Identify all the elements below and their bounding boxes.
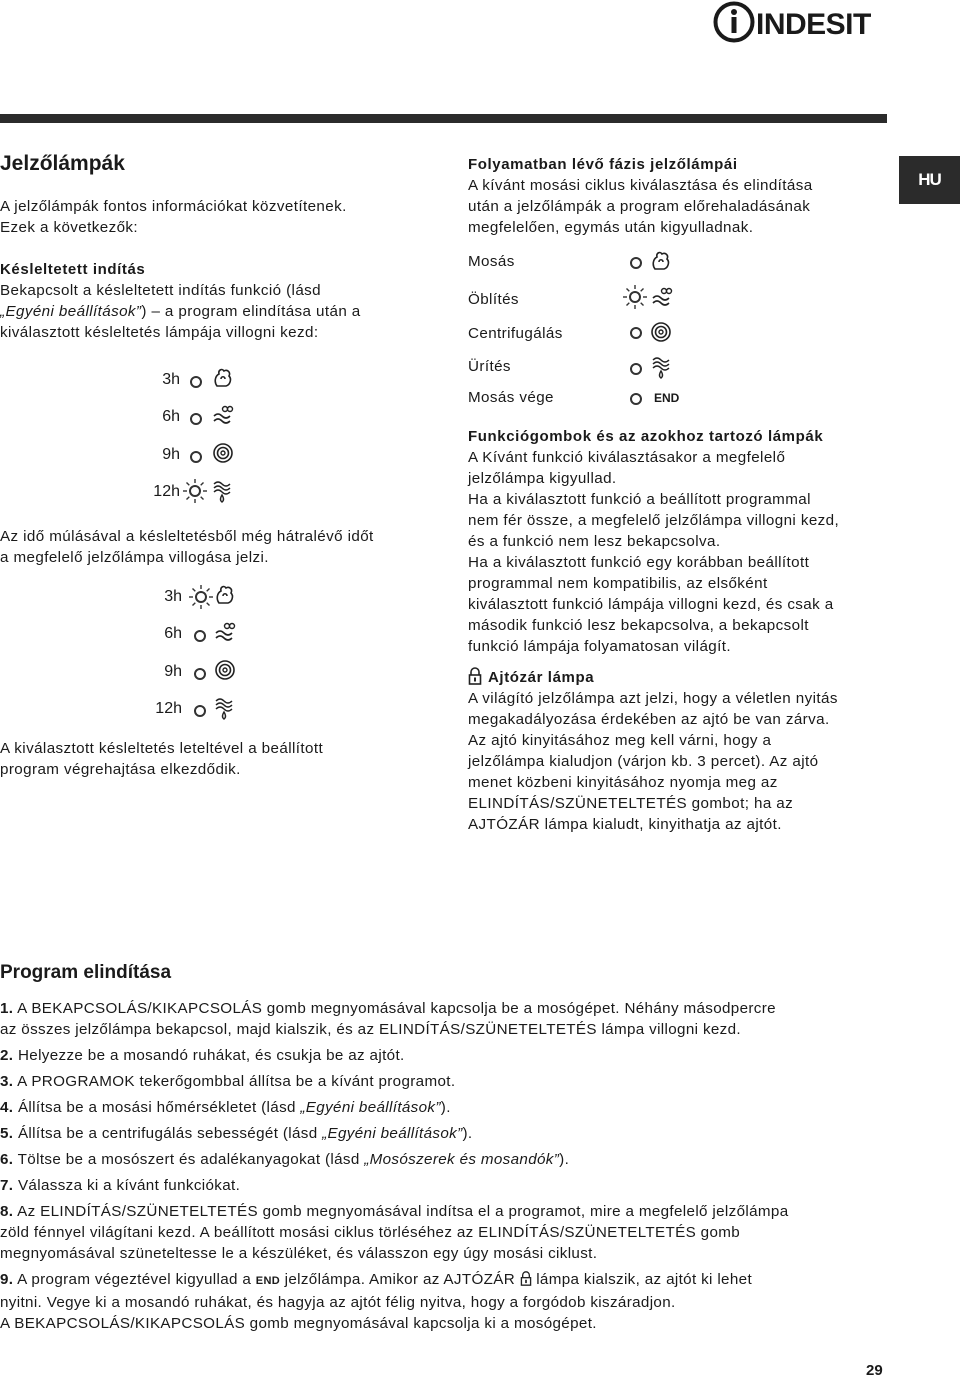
delay-label-12h: 12h (153, 483, 180, 500)
lamp-dot (194, 668, 206, 680)
step-3 (0, 1071, 890, 1092)
phase-label-end: Mosás vége (468, 389, 554, 406)
language-tab: HU (899, 156, 960, 204)
wash-icon (650, 249, 672, 273)
section-title-lamps: Jelzőlámpák (0, 152, 125, 175)
door-line: ELINDÍTÁS/SZÜNETELTETÉS gombot; ha az (468, 795, 794, 812)
func-line: nem fér össze, a megfelelő jelzőlámpa villogni kezd, (468, 512, 840, 529)
step-number: 7. (0, 1177, 14, 1194)
delayed-ref-custom-settings: „Egyéni beállítások” (0, 303, 142, 320)
door-lock-icon (520, 1271, 532, 1286)
step-text: A program végeztével kigyullad a (17, 1271, 256, 1288)
end-indicator: END (255, 1275, 281, 1287)
lamp-dot (630, 363, 642, 375)
door-line: AJTÓZÁR lámpa kialudt, kinyithatja az ajtót. (468, 816, 782, 833)
lamp-dot (190, 376, 202, 388)
step-ref: „Mosószerek és mosandók” (364, 1151, 560, 1168)
step-number: 5. (0, 1125, 14, 1142)
func-line: A Kívánt funkció kiválasztásakor a megfelelő (468, 449, 786, 466)
phase-line-2: után a jelzőlámpák a program előrehaladásának (468, 198, 811, 215)
delay-label-9h: 9h (162, 446, 180, 463)
step-number: 4. (0, 1099, 14, 1116)
phase-lamps-text (468, 175, 898, 238)
door-line: jelzőlámpa kialudjon (várjon kb. 3 percet). Az ajtó (468, 753, 819, 770)
delayed-start-title: Késleltetett indítás (0, 261, 146, 278)
step-number: 2. (0, 1047, 14, 1064)
drain-icon (214, 697, 236, 721)
function-buttons-text (468, 447, 898, 657)
step-2 (0, 1045, 890, 1066)
blinking-lamp-icon (188, 584, 214, 610)
header-rule (0, 114, 887, 123)
step-1 (0, 998, 890, 1040)
program-start-title: Program elindítása (0, 962, 172, 983)
phase-label-wash: Mosás (468, 253, 515, 270)
delay-label-3h: 3h (164, 588, 182, 605)
door-line: megakadályozása érdekében az ajtó be van zárva. (468, 711, 830, 728)
step-9 (0, 1269, 890, 1334)
step-number: 1. (0, 1000, 14, 1017)
step-text: Állítsa be a centrifugálás sebességét (lásd (17, 1125, 323, 1142)
step-text: ). (440, 1099, 451, 1116)
drain-icon (212, 480, 234, 504)
delay-label-3h: 3h (162, 371, 180, 388)
step-text: lámpa kialszik, az ajtót ki lehet (531, 1271, 753, 1288)
door-line: menet közbeni kinyitásához nyomja meg az (468, 774, 778, 791)
delayed-countdown-text (0, 526, 440, 568)
step-text: A BEKAPCSOLÁS/KIKAPCSOLÁS gomb megnyomásával kapcsolja ki a mosógépet. (0, 1315, 597, 1332)
lamp-dot (630, 393, 642, 405)
phase-line-1: A kívánt mosási ciklus kiválasztása és elindítása (468, 177, 813, 194)
delay-diagram-1 (148, 366, 248, 516)
func-line: kiválasztott funkció lámpája villogni kezd, és csak a (468, 596, 834, 613)
lamp-dot (630, 257, 642, 269)
step-4 (0, 1097, 890, 1118)
door-lock-text (468, 688, 898, 835)
lamp-dot (194, 705, 206, 717)
delay-label-9h: 9h (164, 663, 182, 680)
lamp-dot (194, 630, 206, 642)
rinse-icon (214, 621, 236, 643)
program-steps (0, 998, 890, 1334)
delayed-start-text (0, 280, 440, 343)
rinse-icon (212, 404, 234, 426)
end-indicator: END (654, 391, 680, 405)
phase-label-drain: Ürítés (468, 358, 511, 375)
func-line: Ha a kiválasztott funkció egy korábban beállított (468, 554, 810, 571)
delay-label-12h: 12h (155, 700, 182, 717)
brand-circle-icon (712, 0, 756, 44)
spin-icon (212, 442, 234, 464)
delayed-line-3: kiválasztott késleltetés lámpája villogni kezd: (0, 324, 319, 341)
phase-label-spin: Centrifugálás (468, 325, 563, 342)
step-text: ). (559, 1151, 570, 1168)
step-number: 6. (0, 1151, 14, 1168)
delay-diagram-2 (150, 583, 250, 733)
step-5 (0, 1123, 890, 1144)
step-number: 8. (0, 1203, 14, 1220)
step-text: Válassza ki a kívánt funkciókat. (17, 1177, 241, 1194)
step-ref: „Egyéni beállítások” (300, 1099, 441, 1116)
func-line: funkció lámpája folyamatosan világít. (468, 638, 731, 655)
intro-line-2: Ezek a következők: (0, 219, 139, 236)
step-text: jelzőlámpa. Amikor az AJTÓZÁR (280, 1271, 520, 1288)
function-buttons-title: Funkciógombok és az azokhoz tartozó lámpák (468, 428, 824, 445)
step-text: Állítsa be a mosási hőmérsékletet (lásd (17, 1099, 301, 1116)
step-text: Töltse be a mosószert és adalékanyagokat (lásd (17, 1151, 365, 1168)
step-8 (0, 1201, 890, 1264)
step-text: A PROGRAMOK tekerőgombbal állítsa be a kívánt programot. (17, 1073, 456, 1090)
step-text: Az ELINDÍTÁS/SZÜNETELTETÉS gomb megnyomásával indítsa el a programot, mire a megfelelő jelzőlámpa (17, 1203, 789, 1220)
func-line: programmal nem kompatibilis, az elsőként (468, 575, 768, 592)
step-text: Helyezze be a mosandó ruhákat, és csukja be az ajtót. (17, 1047, 405, 1064)
phase-lamps-title: Folyamatban lévő fázis jelzőlámpái (468, 156, 738, 173)
spin-icon (650, 321, 672, 343)
phase-line-3: megfelelően, egymás után kigyulladnak. (468, 219, 754, 236)
delayed-line-2: ) – a program elindítása után a (141, 303, 361, 320)
func-line: jelzőlámpa kigyullad. (468, 470, 617, 487)
step-number: 3. (0, 1073, 14, 1090)
step-text: az összes jelzőlámpa bekapcsol, majd kialszik, és az ELINDÍTÁS/SZÜNETELTETÉS lámpa villogni kezd. (0, 1021, 741, 1038)
lamp-dot (190, 451, 202, 463)
func-line: második funkció lesz bekapcsolva, a bekapcsolt (468, 617, 809, 634)
delayed-end-line-2: program végrehajtása elkezdődik. (0, 761, 241, 778)
phase-label-rinse: Öblítés (468, 291, 519, 308)
intro-line-1: A jelzőlámpák fontos információkat közvetítenek. (0, 198, 347, 215)
blinking-lamp-icon (182, 478, 208, 504)
func-line: Ha a kiválasztott funkció a beállított programmal (468, 491, 811, 508)
drain-icon (651, 356, 673, 380)
wash-icon (214, 583, 236, 607)
countdown-line-1: Az idő múlásával a késleltetésből még hátralévő időt (0, 528, 374, 545)
step-text: nyitni. Vegye ki a mosandó ruhákat, és hagyja az ajtót félig nyitva, hogy a forgódob kiszáradjon. (0, 1294, 676, 1311)
step-text: ). (462, 1125, 473, 1142)
page-number: 29 (866, 1362, 883, 1379)
blinking-lamp-icon (622, 284, 648, 310)
door-line: Az ajtó kinyitásához meg kell várni, hogy a (468, 732, 772, 749)
door-lock-title: Ajtózár lámpa (488, 669, 595, 686)
delayed-line-1: Bekapcsolt a késleltetett indítás funkció (lásd (0, 282, 322, 299)
delay-label-6h: 6h (164, 625, 182, 642)
step-ref: „Egyéni beállítások” (322, 1125, 463, 1142)
step-text: megnyomásával szüneteltesse le a készüléket, és válasszon egy úgy mosási ciklust. (0, 1245, 598, 1262)
brand-name: INDESIT (756, 8, 871, 41)
door-line: A világító jelzőlámpa azt jelzi, hogy a véletlen nyitás (468, 690, 838, 707)
delayed-end-text (0, 738, 440, 780)
step-number: 9. (0, 1271, 14, 1288)
countdown-line-2: a megfelelő jelzőlámpa villogása jelzi. (0, 549, 269, 566)
step-7 (0, 1175, 890, 1196)
door-lock-icon (468, 667, 482, 685)
delay-label-6h: 6h (162, 408, 180, 425)
lamp-dot (630, 327, 642, 339)
step-text: A BEKAPCSOLÁS/KIKAPCSOLÁS gomb megnyomásával kapcsolja be a mosógépet. Néhány másodpercre (17, 1000, 776, 1017)
lamp-dot (190, 413, 202, 425)
delayed-end-line-1: A kiválasztott késleltetés leteltével a beállított (0, 740, 324, 757)
intro-text (0, 196, 440, 238)
spin-icon (214, 659, 236, 681)
step-text: zöld fénnyel világítani kezd. A beállított mosási ciklus törléséhez az ELINDÍTÁS/SZÜNETELTETÉS gomb (0, 1224, 741, 1241)
step-6 (0, 1149, 890, 1170)
rinse-icon (651, 286, 673, 308)
func-line: és a funkció nem lesz bekapcsolva. (468, 533, 721, 550)
wash-icon (212, 366, 234, 390)
